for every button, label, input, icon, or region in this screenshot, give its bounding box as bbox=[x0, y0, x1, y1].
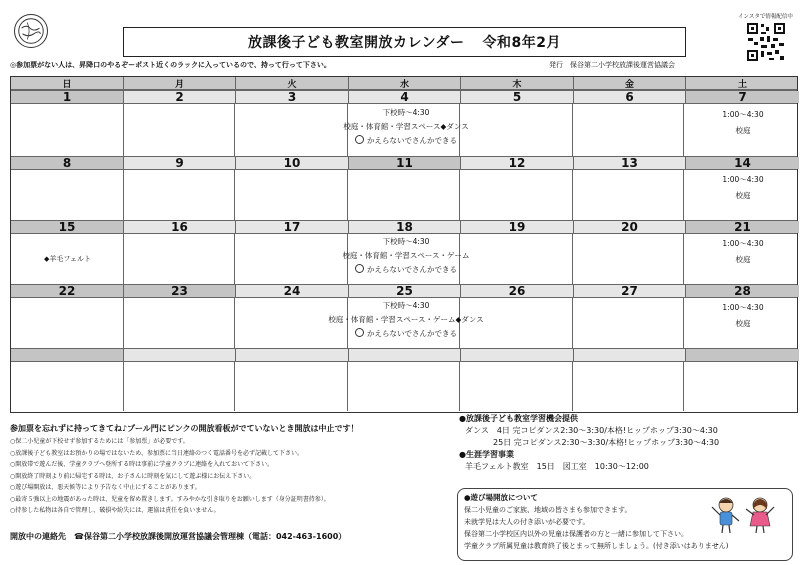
list-item: 学童クラブ所属児童は教育終了後とまって無所しましょう。(付き添いはありません) bbox=[464, 542, 729, 550]
notes-heading: 参加票を忘れずに持ってきてね♪プール門にピンクの開放看板がでていないとき開放は中止です！ bbox=[10, 424, 359, 433]
date-cell: 26 bbox=[461, 285, 574, 297]
date-cell: 1 bbox=[11, 91, 124, 103]
list-item: ○持参した私物は各自で管理し、破損や紛失には、運協は責任を負いません。 bbox=[10, 507, 220, 514]
date-cell bbox=[349, 349, 461, 361]
date-row-week5 bbox=[11, 348, 797, 362]
week3-activity bbox=[281, 235, 531, 277]
date-row-week2 bbox=[11, 156, 797, 170]
sat-time: 1:00〜4:30 bbox=[722, 239, 764, 248]
sat-time: 1:00〜4:30 bbox=[722, 110, 764, 119]
week2-saturday bbox=[687, 172, 799, 204]
activity-stay: かえらないでさんかできる bbox=[367, 136, 457, 145]
program-notes bbox=[459, 413, 799, 473]
children-illustration-icon bbox=[704, 495, 782, 535]
stay-icon bbox=[355, 135, 364, 144]
playground-info-box bbox=[457, 488, 793, 561]
date-cell: 13 bbox=[574, 157, 686, 169]
date-cell: 27 bbox=[574, 285, 686, 297]
list-item: 保谷第二小学校区内以外の児童は保護者の方と一緒に参加して下さい。 bbox=[464, 530, 688, 538]
body-row-week2 bbox=[11, 170, 797, 220]
activity-stay: かえらないでさんかできる bbox=[367, 265, 457, 274]
date-cell: 19 bbox=[461, 221, 574, 233]
date-cell bbox=[11, 349, 124, 361]
date-cell bbox=[574, 349, 686, 361]
weekday-tue: 火 bbox=[236, 77, 349, 89]
dance-schedule-1: ダンス 4日 完コピダンス2:30〜3:30/本格!ヒップホップ3:30〜4:30 bbox=[465, 426, 718, 435]
activity-places: 校庭・体育館・学習スペース◆ダンス bbox=[343, 122, 469, 131]
date-row-week4 bbox=[11, 284, 797, 298]
date-cell: 15 bbox=[11, 221, 124, 233]
activity-places: 校庭・体育館・学習スペース・ゲーム bbox=[342, 251, 470, 260]
playground-heading: ●遊び場開放について bbox=[464, 493, 538, 502]
week3-sunday-event: ◆羊毛フェルト bbox=[43, 255, 92, 263]
dance-schedule-2: 25日 完コピダンス2:30〜3:30/本格!ヒップホップ3:30〜4:30 bbox=[493, 438, 720, 447]
date-cell: 22 bbox=[11, 285, 124, 297]
notes-list bbox=[10, 436, 455, 517]
lifelong-section-heading: ●生涯学習事業 bbox=[459, 450, 514, 459]
globe-hand-icon bbox=[15, 15, 47, 47]
date-cell: 28 bbox=[686, 285, 799, 297]
date-cell: 5 bbox=[461, 91, 574, 103]
school-logo bbox=[14, 14, 48, 48]
felt-class: 羊毛フェルト教室 15日 図工室 10:30〜12:00 bbox=[465, 462, 649, 471]
date-cell: 18 bbox=[349, 221, 461, 233]
activity-time: 下校時〜4:30 bbox=[382, 237, 430, 246]
list-item: ○遊び場開放は、悪天候等により予告なく中止にすることがあります。 bbox=[10, 484, 201, 491]
weekday-wed: 水 bbox=[349, 77, 461, 89]
weekday-header bbox=[11, 77, 797, 90]
week1-saturday bbox=[687, 107, 799, 139]
sat-place: 校庭 bbox=[735, 126, 751, 135]
date-cell: 11 bbox=[349, 157, 461, 169]
list-item: ○開放帯で遊んだ後、学童クラブへ登所する時は事前に学童クラブに連絡を入れておいて下さい。 bbox=[10, 461, 274, 468]
date-cell: 16 bbox=[124, 221, 236, 233]
qr-caption: インスタで情報配信中 bbox=[738, 14, 793, 20]
learning-section-heading: ●放課後子ども教室学習機会提供 bbox=[459, 414, 578, 423]
date-cell: 23 bbox=[124, 285, 236, 297]
date-cell bbox=[686, 349, 799, 361]
stay-icon bbox=[355, 328, 364, 337]
date-cell bbox=[236, 349, 349, 361]
week4-activity bbox=[281, 299, 531, 341]
list-item: ○放課後子ども教室はお預かりの場ではないため、参加票に当日連絡のつく電話番号を必ず記載して下さい。 bbox=[10, 449, 303, 457]
date-row-week3 bbox=[11, 220, 797, 234]
date-cell: 9 bbox=[124, 157, 236, 169]
qr-code-icon[interactable] bbox=[746, 22, 786, 62]
date-cell: 25 bbox=[349, 285, 461, 297]
date-cell: 7 bbox=[686, 91, 799, 103]
date-cell: 20 bbox=[574, 221, 686, 233]
contact-line: 開放中の連絡先 ☎保谷第二小学校放課後開放運営協議会管理棟（電話：042-463-1600） bbox=[10, 532, 347, 541]
weekday-sun: 日 bbox=[11, 77, 124, 89]
date-cell: 21 bbox=[686, 221, 799, 233]
weekday-fri: 金 bbox=[574, 77, 686, 89]
list-item: ○最寄５強以上の地震があった時は、児童を留め置きします。すみやかな引き取りをお願いします（身分証明書持参）。 bbox=[10, 495, 330, 503]
calendar-title: 放課後子ども教室開放カレンダー bbox=[247, 35, 465, 51]
weekday-sat: 土 bbox=[737, 79, 747, 90]
stay-icon bbox=[355, 264, 364, 273]
sat-place: 校庭 bbox=[735, 191, 751, 200]
date-cell: 6 bbox=[574, 91, 686, 103]
date-cell: 10 bbox=[236, 157, 349, 169]
sat-time: 1:00〜4:30 bbox=[722, 303, 764, 312]
list-item: 未就学児は大人の付き添いが必要です。 bbox=[464, 518, 590, 526]
date-cell: 14 bbox=[686, 157, 799, 169]
date-cell bbox=[124, 349, 236, 361]
date-cell: 24 bbox=[236, 285, 349, 297]
date-cell bbox=[461, 349, 574, 361]
calendar-grid bbox=[10, 76, 798, 413]
list-item: ○開放終了時刻より前に帰宅する時は、お子さんに時刻を気にして遊ぶ様にお伝え下さい。 bbox=[10, 472, 256, 480]
activity-time: 下校時〜4:30 bbox=[382, 301, 430, 310]
date-cell: 4 bbox=[349, 91, 461, 103]
week4-saturday bbox=[687, 300, 799, 332]
body-row-week5 bbox=[11, 362, 797, 411]
week1-activity bbox=[281, 106, 531, 148]
date-cell: 17 bbox=[236, 221, 349, 233]
week3-saturday bbox=[687, 236, 799, 268]
participation-notes bbox=[10, 423, 455, 517]
weekday-thu: 木 bbox=[461, 77, 574, 89]
date-cell: 8 bbox=[11, 157, 124, 169]
calendar-era-month: 令和8年2月 bbox=[482, 35, 562, 51]
sat-time: 1:00〜4:30 bbox=[722, 175, 764, 184]
page-title bbox=[123, 27, 686, 57]
activity-stay: かえらないでさんかできる bbox=[367, 329, 457, 338]
date-row-week1 bbox=[11, 90, 797, 104]
date-cell: 3 bbox=[236, 91, 349, 103]
notice-line: ◎参加票がない人は、昇降口のやるぞーポスト近くのラックに入っているので、持って行って下さい。 bbox=[10, 61, 331, 69]
sat-place: 校庭 bbox=[735, 255, 751, 264]
publisher-line: 発行 保谷第二小学校放課後運営協議会 bbox=[549, 61, 675, 69]
activity-places: 校庭・体育館・学習スペース・ゲーム◆ダンス bbox=[328, 315, 484, 324]
activity-time: 下校時〜4:30 bbox=[382, 108, 430, 117]
date-cell: 12 bbox=[461, 157, 574, 169]
weekday-mon: 月 bbox=[124, 77, 236, 89]
date-cell: 2 bbox=[124, 91, 236, 103]
list-item: ○保二小児童が下校せず参加するためには「参加票」が必要です。 bbox=[10, 438, 189, 445]
list-item: 保二小児童のご家族、地域の皆さまも参加できます。 bbox=[464, 506, 632, 514]
sat-place: 校庭 bbox=[735, 319, 751, 328]
